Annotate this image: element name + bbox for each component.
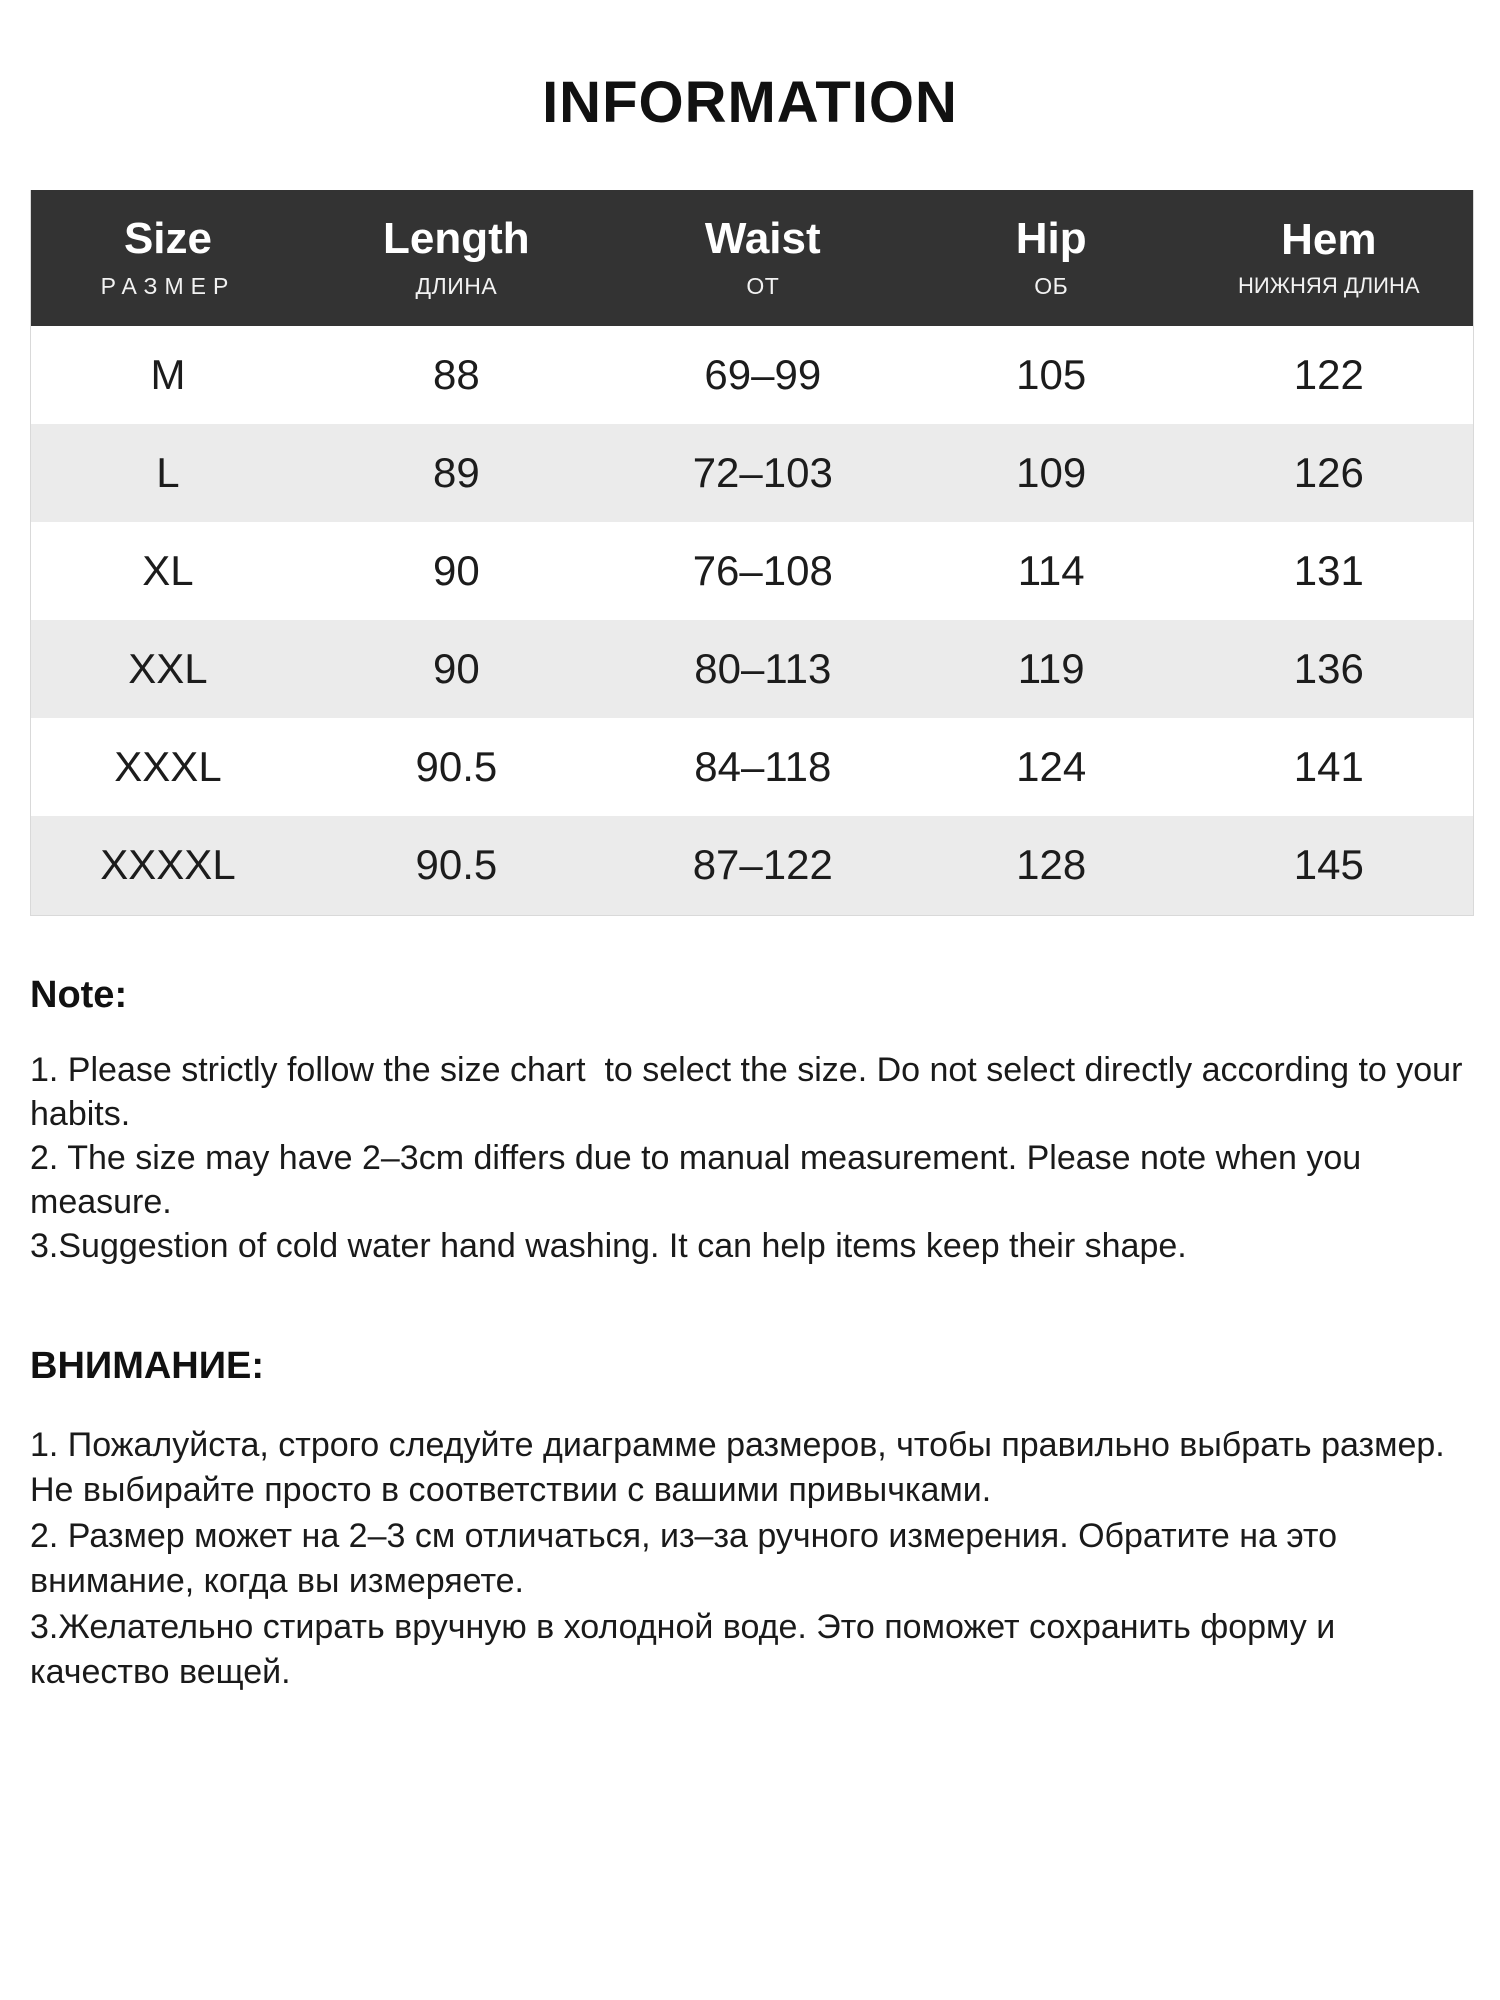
cell-size: XL (142, 546, 194, 594)
cell-hip: 114 (1017, 546, 1085, 594)
column-header-hip-label-ru: ОБ (1034, 272, 1069, 299)
table-body (31, 326, 1473, 915)
column-header-hem-label-en: Hem (1281, 214, 1377, 264)
table-row (31, 816, 1473, 914)
cell-hem: 122 (1293, 350, 1364, 398)
page-title: INFORMATION (542, 70, 958, 135)
cell-size: XXXXL (100, 841, 236, 889)
table-row (31, 620, 1473, 718)
cell-length: 90 (433, 645, 480, 693)
table-header (31, 190, 1473, 326)
cell-waist: 84–118 (694, 743, 832, 791)
column-header-waist (608, 190, 918, 326)
table-row (31, 522, 1473, 620)
column-header-hip-label-en: Hip (1015, 214, 1087, 263)
cell-hem: 145 (1293, 841, 1364, 889)
cell-hip: 105 (1016, 350, 1087, 398)
cell-hip: 124 (1016, 743, 1087, 791)
table-header-row (31, 190, 1473, 326)
size-table-container (30, 190, 1474, 916)
column-header-hem (1185, 190, 1473, 326)
cell-length: 88 (433, 350, 480, 398)
column-header-length (305, 190, 608, 326)
note-item-ru-1: 1. Пожалуйста, строго следуйте диаграмме размеров, чтобы правильно выбрать размер. Не выбирайте просто в соответствии с вашими привычками. (30, 1425, 1455, 1510)
table-row (31, 424, 1473, 522)
notes-heading-ru: ВНИМАНИЕ: (30, 1344, 265, 1387)
column-header-hem-label-ru: НИЖНЯЯ ДЛИНА (1238, 273, 1420, 299)
cell-hem: 136 (1293, 645, 1364, 693)
notes-section (30, 973, 1474, 1696)
cell-length: 89 (433, 448, 480, 496)
cell-hem: 131 (1293, 546, 1364, 594)
column-header-length-label-en: Length (383, 214, 530, 263)
cell-length: 90.5 (415, 841, 498, 889)
column-header-size-label-ru: РАЗМЕР (100, 272, 236, 299)
column-header-size-label-en: Size (123, 214, 212, 263)
cell-hem: 126 (1293, 448, 1364, 496)
cell-hip: 128 (1016, 841, 1087, 889)
column-header-waist-label-ru: ОТ (746, 272, 780, 299)
notes-heading-en: Note: (30, 973, 128, 1016)
cell-hem: 141 (1293, 743, 1364, 791)
cell-size: L (156, 448, 180, 496)
column-header-waist-label-en: Waist (704, 214, 821, 263)
cell-size: XXL (128, 645, 208, 693)
cell-length: 90 (433, 546, 480, 594)
size-table (31, 190, 1473, 915)
cell-waist: 72–103 (692, 448, 833, 496)
note-item-ru-3: 3.Желательно стирать вручную в холодной воде. Это поможет сохранить форму и качество вещей. (30, 1607, 1345, 1692)
table-row (31, 718, 1473, 816)
column-header-hip (918, 190, 1185, 326)
cell-waist: 80–113 (694, 645, 832, 693)
cell-waist: 69–99 (704, 350, 822, 398)
note-item-ru-2: 2. Размер может на 2–3 см отличаться, из–за ручного измерения. Обратите на это внимание, когда вы измеряете. (30, 1516, 1347, 1601)
cell-length: 90.5 (415, 743, 498, 791)
column-header-size (31, 190, 305, 326)
cell-waist: 87–122 (692, 841, 833, 889)
table-row (31, 326, 1473, 424)
column-header-length-label-ru: ДЛИНА (415, 272, 498, 299)
cell-size: XXXL (114, 743, 222, 791)
note-item-en-1: 1. Please strictly follow the size chart to select the size. Do not select directly according to your habits. (30, 1050, 1472, 1133)
cell-size: M (150, 350, 186, 398)
cell-waist: 76–108 (692, 546, 833, 594)
cell-hip: 119 (1017, 645, 1085, 693)
note-item-en-2: 2. The size may have 2–3cm differs due to manual measurement. Please note when you measure. (30, 1139, 1371, 1222)
cell-hip: 109 (1016, 448, 1087, 496)
note-item-en-3: 3.Suggestion of cold water hand washing. It can help items keep their shape. (30, 1227, 1187, 1266)
